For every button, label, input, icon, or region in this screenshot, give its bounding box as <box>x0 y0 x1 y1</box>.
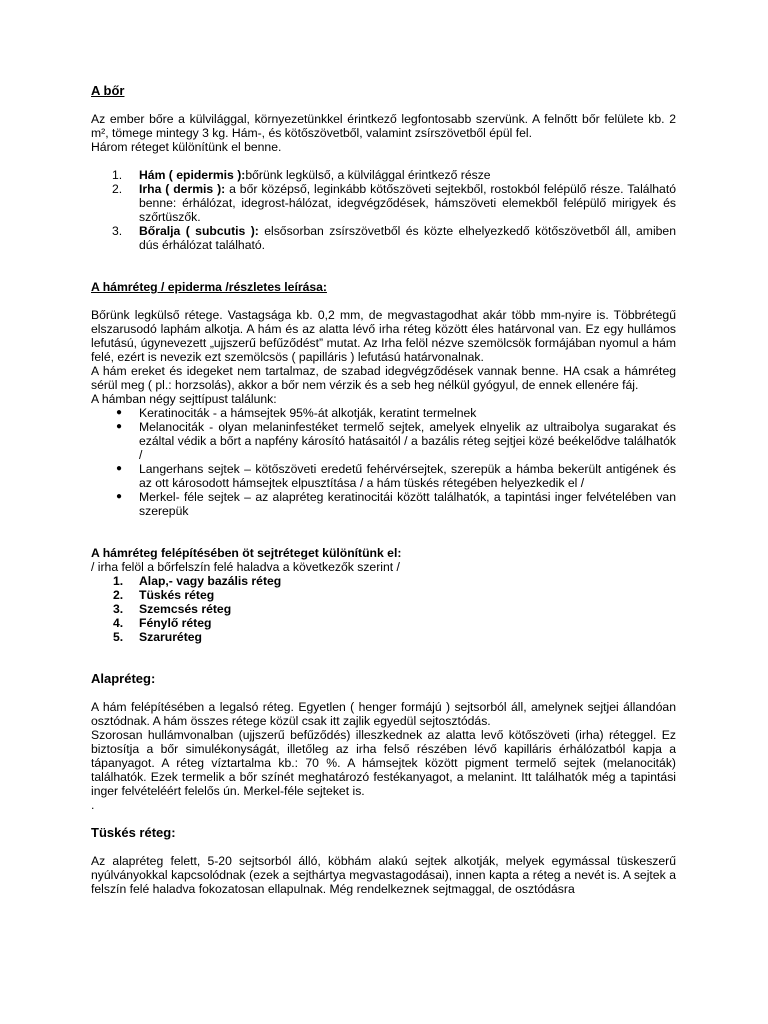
list-item: 3. Szemcsés réteg <box>113 602 232 616</box>
list-item <box>91 182 676 224</box>
section-heading-basal: Alapréteg: <box>91 671 156 686</box>
list-item: 1. Alap,- vagy bazális réteg <box>113 574 282 588</box>
cell-types-list <box>91 406 676 518</box>
list-item: ● Merkel- féle sejtek – az alapréteg keratinocitái között találhatók, a tapintási inger felvételében van szerepük <box>116 490 676 518</box>
list-item: ● Melanociták - olyan melaninfestéket termelő sejtek, amelyek elnyelik az ultraibolya sugarakat és ezáltal védik a bőrt a napfény károsító hatásaitól / a bazális réteg sejtjei közé beékelődve találhatók / <box>116 420 676 462</box>
section-subheading: / irha felöl a bőrfelszín felé haladva a következők szerint / <box>91 560 400 574</box>
stray-period: . <box>91 798 95 812</box>
spinous-paragraph: Az alapréteg felett, 5-20 sejtsorból álló, köbhám alakú sejtek alkotják, melyek egymással tüskeszerű nyúlványokkal kapcsolódnak (ezek a sejthártya megvastagodásai), innen kapta a réteg a nevét is. A sejtek a felszín felé haladva fokozatosan ellapulnak. Még rendelkeznek sejtmaggal, de osztódásra <box>91 854 676 896</box>
list-item <box>91 168 676 182</box>
layer-term: Hám ( epidermis ): <box>139 168 246 182</box>
basal-paragraph: A hám felépítésében a legalsó réteg. Egyetlen ( henger formájú ) sejtsorból áll, amelynek sejtjei állandóan osztódnak. A hám összes rétege közül csak itt zajlik egyedül sejtosztódás. <box>91 700 676 728</box>
section-heading-epidermis: A hámréteg / epiderma /részletes leírása: <box>91 280 327 294</box>
document-page <box>91 84 676 896</box>
list-item: 4. Fénylő réteg <box>113 616 212 630</box>
basal-paragraph: Szorosan hullámvonalban (ujjszerű befűződés) illeszkednek az alatta levő kötőszöveti (irha) réteggel. Ez biztosítja a bőr simulékonyságát, illetőleg az irha felső részében lévő kapilláris érhálózatból kapja a tápanyagot. A réteg víztartalma kb.: 70 %. A hámsejtek között pigment termelő sejtek (melanociták) találhatók. Ezek termelik a bőr színét meghatározó festékanyagot, a melanint. Itt találhatók még a tapintási inger felvételéért felelős ún. Merkel-féle sejteket is. <box>91 728 676 798</box>
list-item <box>91 224 676 252</box>
list-item: 2. Tüskés réteg <box>113 588 215 602</box>
layer-term: Irha ( dermis ): <box>139 182 226 196</box>
bullet-icon: ● <box>116 407 123 418</box>
list-number: 3. <box>112 224 123 238</box>
epidermis-layers-list <box>91 574 676 644</box>
bullet-icon: ● <box>116 421 123 432</box>
skin-layers-list <box>91 168 676 252</box>
section-heading-spinous: Tüskés réteg: <box>91 825 176 840</box>
epidermis-paragraph: A hám ereket és idegeket nem tartalmaz, de szabad idegvégződések vannak benne. HA csak a hámréteg sérül meg ( pl.: horzsolás), akkor a bőr nem vérzik és a seb heg nélkül gyógyul, de ennek ellenére fáj. <box>91 364 676 392</box>
layer-description: a bőr középső, leginkább kötőszöveti sejtekből, rostokból felépülő része. Található benne: érhálózat, idegrost-hálózat, idegvégződések, hámszöveti elemekből felépülő mirigyek és szőrtüszők. <box>139 182 676 224</box>
layer-description: bőrünk legkülső, a külvilággal érintkező része <box>245 168 491 182</box>
list-item: ● Langerhans sejtek – kötőszöveti eredetű fehérvérsejtek, szerepük a hámba bekerült antigének és az ott károsodott hámsejtek elpusztítása / a hám tüskés rétegében helyezkedik el / <box>116 462 676 490</box>
document-title: A bőr <box>91 83 125 98</box>
section-heading-layers: A hámréteg felépítésében öt sejtréteget különítünk el: <box>91 546 402 560</box>
bullet-icon: ● <box>116 491 123 502</box>
list-item: 5. Szaruréteg <box>113 630 202 644</box>
bullet-icon: ● <box>116 463 123 474</box>
list-item: ● Keratinociták - a hámsejtek 95%-át alkotják, keratint termelnek <box>116 406 477 420</box>
layer-term: Bőralja ( subcutis ): <box>139 224 259 238</box>
epidermis-paragraph: Bőrünk legkülső rétege. Vastagsága kb. 0,2 mm, de megvastagodhat akár több mm-nyire is. Többrétegű elszarusodó laphám alkotja. A hám és az alatta lévő irha réteg között éles határvonal van. Ez egy hullámos lefutású, úgynevezett „ujjszerű befűződést” mutat. Az Irha felöl nézve szemölcsök formájában nyomul a hám felé, ezért is nevezik ezt szemölcsös ( papilláris ) lefutású határvonalnak. <box>91 308 676 364</box>
intro-paragraph: Az ember bőre a külvilággal, környezetünkkel érintkező legfontosabb szervünk. A felnőtt bőr felülete kb. 2 m², tömege mintegy 3 kg. Hám-, és kötőszövetből, valamint zsírszövetből épül fel. <box>91 112 676 140</box>
list-number: 1. <box>112 168 123 182</box>
layer-description: elsősorban zsírszövetből és közte elhelyezkedő kötőszövetből áll, amiben dús érhálózat található. <box>139 224 676 252</box>
epidermis-paragraph: A hámban négy sejttípust találunk: <box>91 392 277 406</box>
list-number: 2. <box>112 182 123 196</box>
intro-paragraph-2: Három réteget különítünk el benne. <box>91 140 282 154</box>
